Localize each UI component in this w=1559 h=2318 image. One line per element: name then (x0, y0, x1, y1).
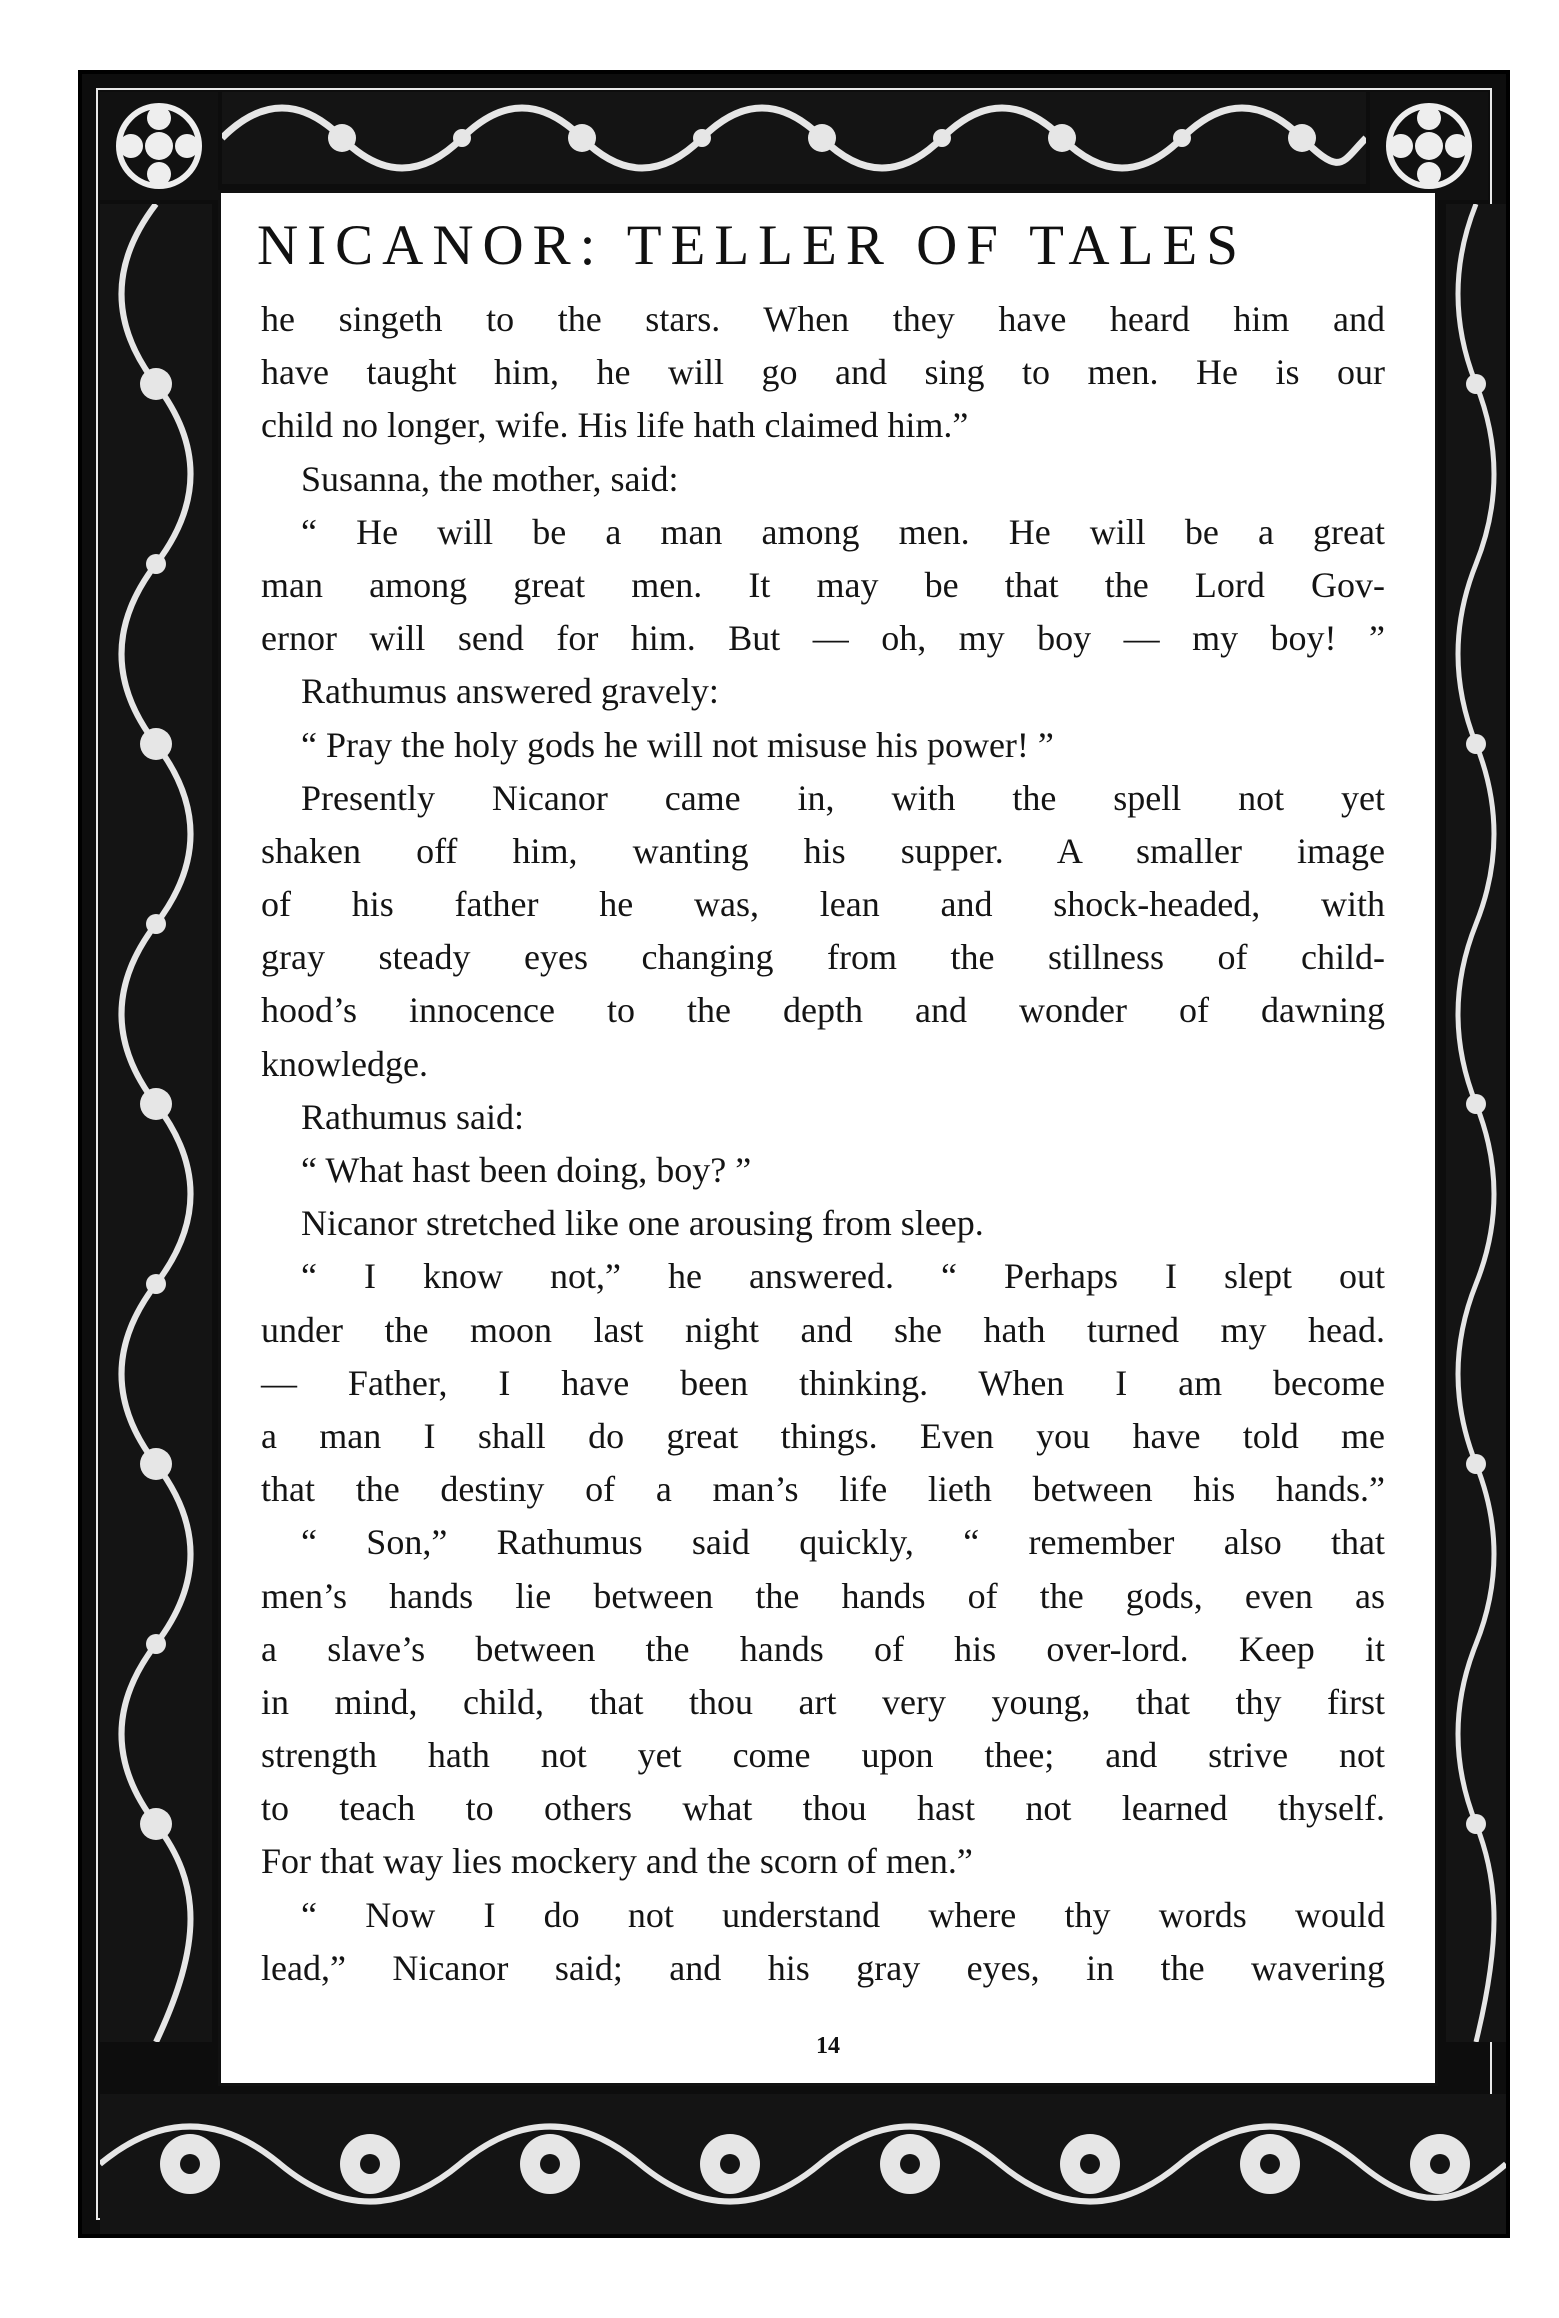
text-line: “ I know not,” he answered. “ Perhaps I slept out (301, 1256, 1385, 1297)
text-line: Rathumus answered gravely: (301, 671, 719, 712)
text-line: that the destiny of a man’s life lieth between his hands.” (261, 1469, 1385, 1510)
text-line: — Father, I have been thinking. When I am become (261, 1362, 1385, 1403)
text-line: “ He will be a man among men. He will be a great (301, 511, 1385, 552)
corner-rosette-top-right (1370, 92, 1488, 200)
corner-rosette-top-left (100, 92, 218, 200)
text-line: knowledge. (261, 1043, 428, 1084)
text-line: men’s hands lie between the hands of the gods, even as (261, 1575, 1385, 1616)
text-line: to teach to others what thou hast not learned thyself. (261, 1788, 1385, 1829)
left-ornament-band (100, 204, 212, 2042)
right-ornament-band (1446, 204, 1506, 2042)
text-line: man among great men. It may be that the Lord Gov- (261, 564, 1385, 605)
text-line: “ Now I do not understand where thy words would (301, 1894, 1385, 1935)
text-line: lead,” Nicanor said; and his gray eyes, in the wavering (261, 1947, 1385, 1988)
text-line: under the moon last night and she hath turned my head. (261, 1309, 1385, 1350)
text-line: Nicanor stretched like one arousing from sleep. (301, 1203, 984, 1244)
text-line: have taught him, he will go and sing to men. He is our (261, 352, 1385, 393)
text-line: Presently Nicanor came in, with the spell not yet (301, 777, 1385, 818)
text-line: in mind, child, that thou art very young, that thy first (261, 1681, 1385, 1722)
text-line: Rathumus said: (301, 1096, 524, 1137)
text-line: shaken off him, wanting his supper. A smaller image (261, 830, 1385, 871)
text-line: “ What hast been doing, boy? ” (301, 1150, 752, 1190)
running-head: NICANOR: TELLER OF TALES (257, 214, 1247, 277)
text-line: of his father he was, lean and shock-headed, with (261, 884, 1385, 925)
text-line: For that way lies mockery and the scorn of men.” (261, 1841, 973, 1882)
text-line: “ Pray the holy gods he will not misuse his power! ” (301, 724, 1054, 765)
bottom-ornament-band (100, 2094, 1506, 2234)
page-number: 14 (816, 2033, 840, 2059)
text-line: a man I shall do great things. Even you have told me (261, 1415, 1385, 1456)
text-line: ernor will send for him. But — oh, my boy — my boy! ” (261, 618, 1385, 659)
text-line: child no longer, wife. His life hath claimed him.” (261, 405, 969, 446)
text-line: a slave’s between the hands of his over-lord. Keep it (261, 1628, 1385, 1669)
text-line: Susanna, the mother, said: (301, 458, 679, 499)
text-line: he singeth to the stars. When they have heard him and (261, 299, 1385, 339)
text-panel (218, 190, 1438, 2086)
top-ornament-band (222, 92, 1366, 184)
text-line: “ Son,” Rathumus said quickly, “ remember also that (301, 1522, 1385, 1563)
text-line: gray steady eyes changing from the stillness of child- (261, 937, 1385, 978)
text-line: strength hath not yet come upon thee; and strive not (261, 1735, 1385, 1776)
body-text (261, 293, 1385, 1995)
text-line: hood’s innocence to the depth and wonder of dawning (261, 990, 1385, 1031)
